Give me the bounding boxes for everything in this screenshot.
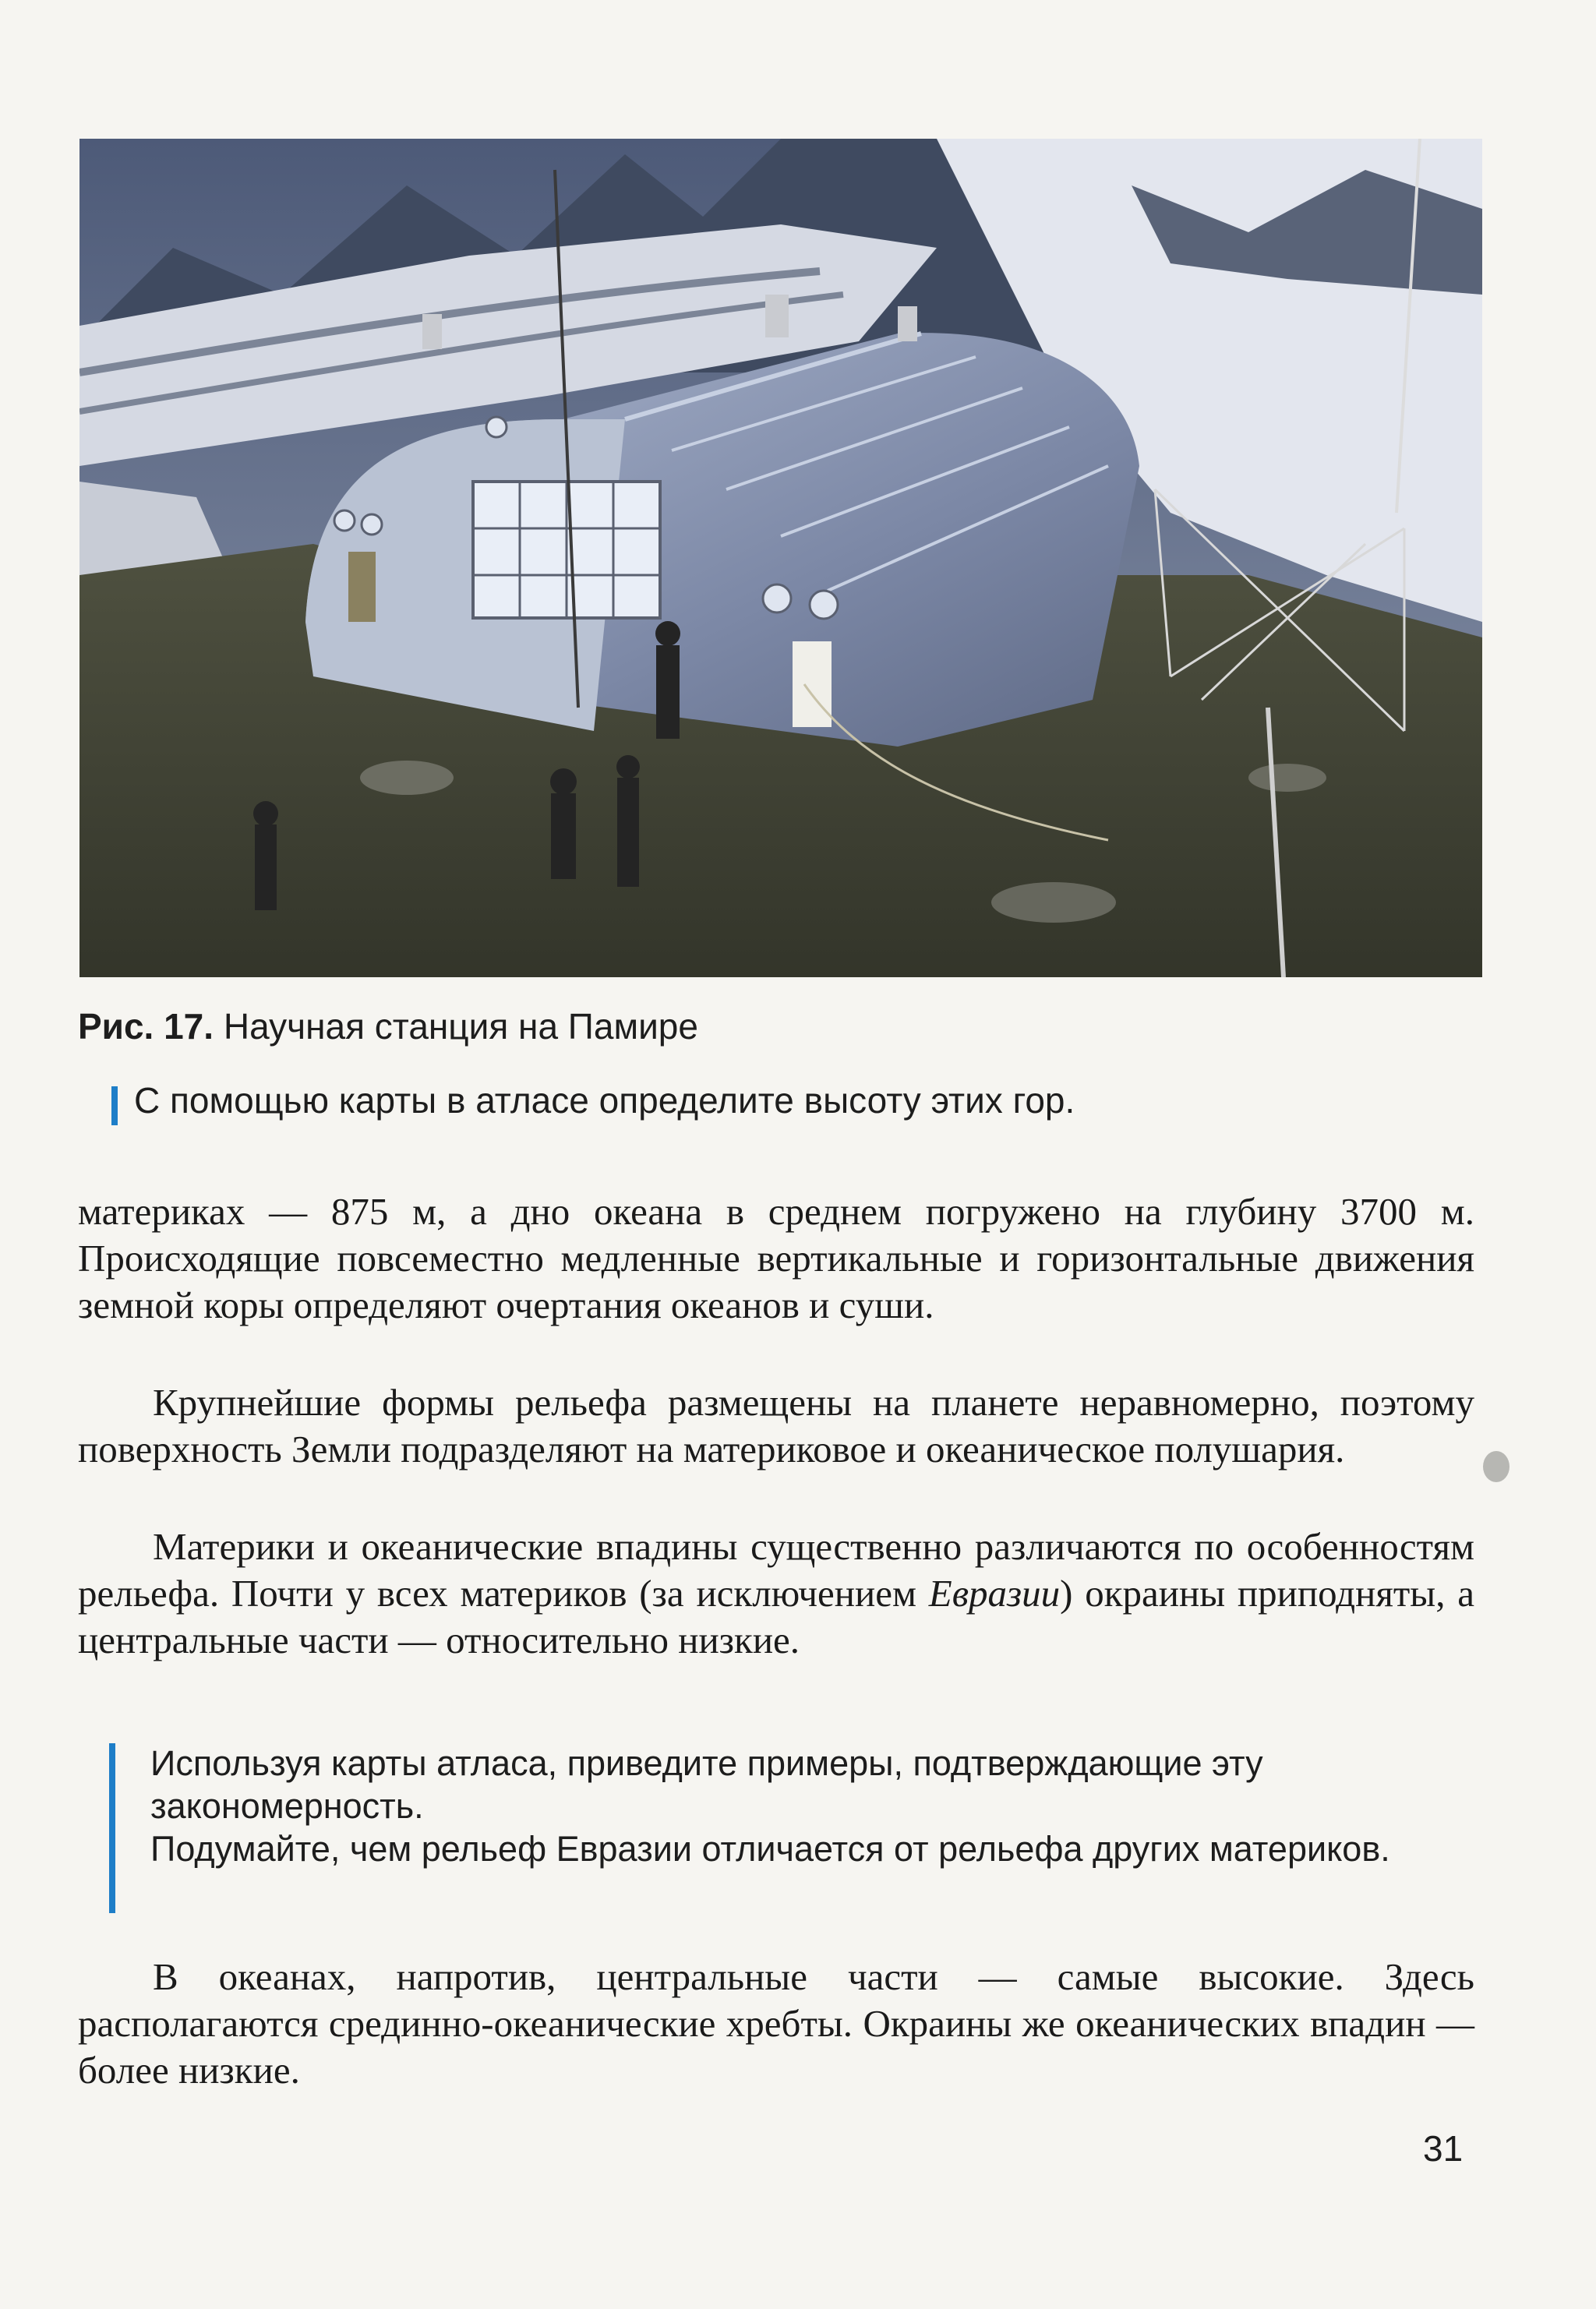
figure-label: Рис. 17.	[78, 1006, 214, 1047]
scan-mark	[1483, 1451, 1509, 1482]
question-atlas-height: С помощью карты в атласе определите высоту этих гор.	[134, 1080, 1075, 1121]
paragraph-3-part-2: ) окраины приподняты, а центральные части — относительно низкие.	[78, 1572, 1474, 1661]
figure-photo	[79, 139, 1482, 977]
paragraph-3	[78, 1523, 1474, 1664]
figure-title: Научная станция на Памире	[223, 1006, 698, 1047]
question-examples: Используя карты атласа, приведите примеры, подтверждающие эту закономерность.	[150, 1743, 1263, 1826]
question-block-accent-bar	[109, 1743, 115, 1913]
paragraph-3-italic-eurasia: Евразии	[928, 1572, 1061, 1615]
question-eurasia-relief: Подумайте, чем рельеф Евразии отличается от рельефа других материков.	[150, 1829, 1390, 1869]
paragraph-2: Крупнейшие формы рельефа размещены на планете неравномерно, поэтому поверхность Земли подразделяют на материковое и океаническое полушария.	[78, 1381, 1474, 1470]
research-station-image	[79, 139, 1482, 977]
paragraph-1: материках — 875 м, а дно океана в среднем погружено на глубину 3700 м. Происходящие повсеместно медленные вертикальные и горизонтальные движения земной коры определяют очертания океанов и суши.	[78, 1190, 1474, 1326]
question-accent-bar	[111, 1086, 118, 1125]
page-number: 31	[1423, 2128, 1464, 2169]
paragraph-3-part-1: Материки и океанические впадины существенно различаются по особенностям рельефа. Почти у всех материков (за исключением	[78, 1525, 1474, 1615]
figure-caption	[78, 1005, 698, 1047]
paragraph-4: В океанах, напротив, центральные части — самые высокие. Здесь располагаются срединно-океанические хребты. Окраины же океанических впадин — более низкие.	[78, 1955, 1474, 2092]
